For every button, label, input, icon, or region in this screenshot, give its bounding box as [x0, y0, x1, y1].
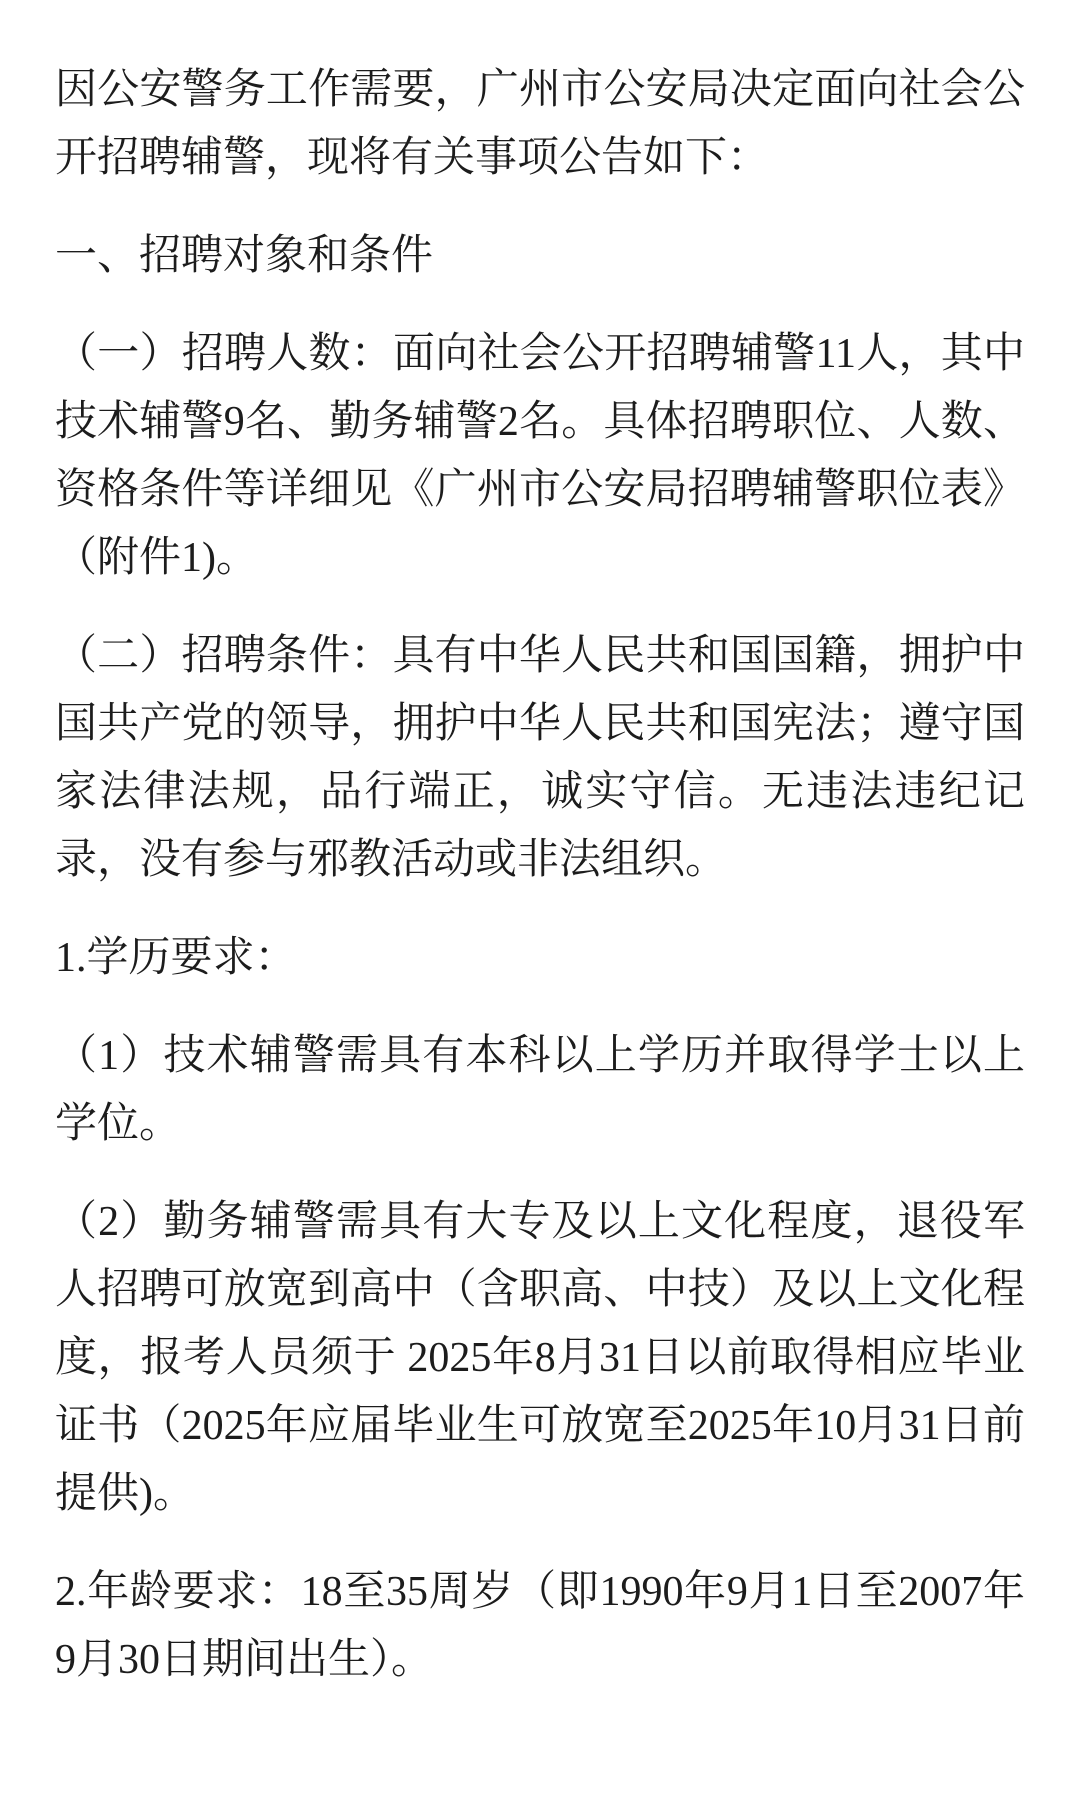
paragraph-recruit-headcount: （一）招聘人数：面向社会公开招聘辅警11人，其中技术辅警9名、勤务辅警2名。具体招聘职位、人数、资格条件等详细见《广州市公安局招聘辅警职位表》（附件1)。 — [55, 331, 1025, 581]
paragraph-recruit-conditions: （二）招聘条件：具有中华人民共和国国籍，拥护中国共产党的领导，拥护中华人民共和国宪法；遵守国家法律法规，品行端正，诚实守信。无违法违纪记录，没有参与邪教活动或非法组织。 — [55, 633, 1025, 883]
paragraph-education-requirement-heading: 1.学历要求： — [55, 935, 297, 981]
paragraph-education-duty-auxiliary: （2）勤务辅警需具有大专及以上文化程度，退役军人招聘可放宽到高中（含职高、中技）及以上文化程度，报考人员须于 2025年8月31日以前取得相应毕业证书（2025年应届毕业生可放宽至2025年10月31日前提供)。 — [55, 1199, 1025, 1517]
paragraph-age-requirement: 2.年龄要求：18至35周岁（即1990年9月1日至2007年9月30日期间出生）。 — [55, 1569, 1025, 1683]
intro-paragraph: 因公安警务工作需要，广州市公安局决定面向社会公开招聘辅警，现将有关事项公告如下： — [55, 67, 1025, 181]
paragraph-education-technical-auxiliary: （1）技术辅警需具有本科以上学历并取得学士以上学位。 — [55, 1033, 1025, 1147]
section-heading-targets-and-conditions: 一、招聘对象和条件 — [55, 233, 434, 279]
